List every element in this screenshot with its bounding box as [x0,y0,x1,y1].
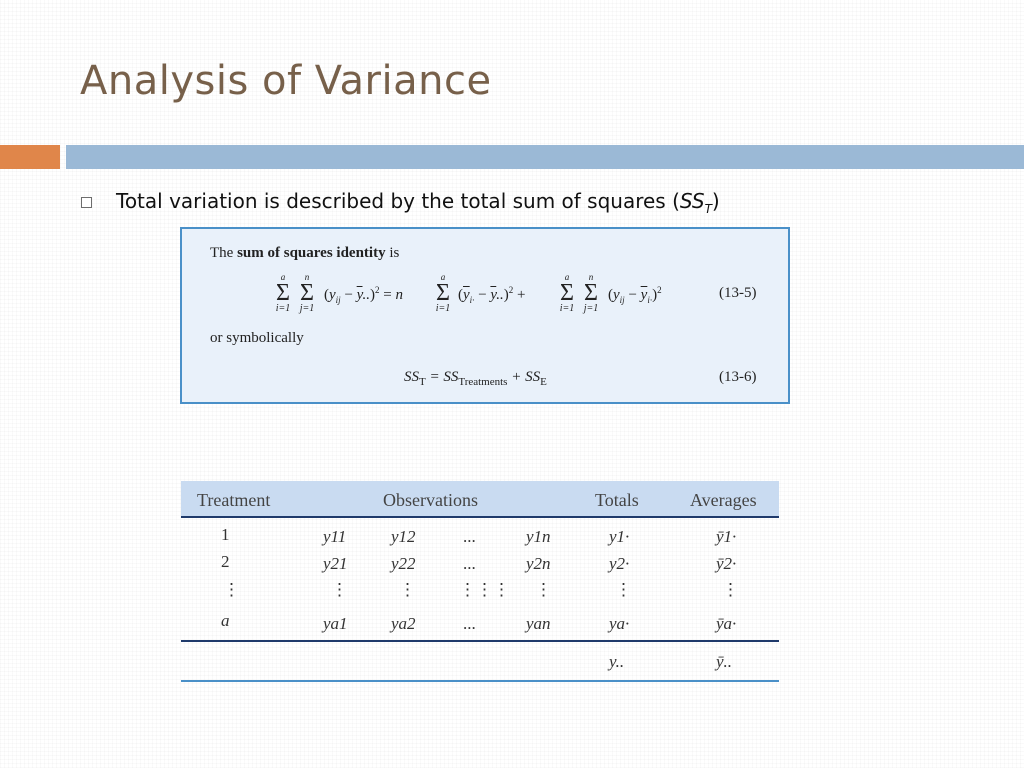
table-grand-total: y.. [609,652,625,671]
table-row-2-obs-1: y21 [323,554,348,573]
table-row-4-average: ȳa· [716,614,737,633]
table-row-4-obs-4: yan [526,614,551,633]
header-treatment: Treatment [197,490,271,510]
table-row-3-total: ⋮ [615,580,632,599]
equation-number-13-5: (13-5) [719,285,757,301]
table-row-1-obs-3: ... [463,527,476,546]
table-row-2-obs-3: ... [463,554,476,573]
table-row-1-obs-2: y12 [391,527,416,546]
symbolic-label: or symbolically [210,330,304,346]
sigma-i-3: a Σ i=1 [559,272,575,314]
table-row-1-obs-4: y1n [526,527,551,546]
table-row-3-obs-4: ⋮ [535,580,552,599]
table-row-3-treatment: ⋮ [223,580,240,599]
table-row-3-obs-3: ⋮⋮⋮ [459,580,510,599]
slide-title: Analysis of Variance [80,58,492,104]
sum-of-squares-identity-equation [272,273,772,321]
header-observations: Observations [383,490,478,510]
accent-bar-blue [66,145,1024,169]
header-totals: Totals [595,490,639,510]
table-row-2-obs-4: y2n [526,554,551,573]
header-averages: Averages [690,490,757,510]
table-row-1-treatment: 1 [221,525,230,544]
table-rule-1 [181,640,779,642]
bullet-text: Total variation is described by the total sum of squares $(SS_T)$ [116,189,720,216]
sigma-i-2: a Σ i=1 [435,272,451,314]
formula-intro: The sum of squares identity is [210,245,400,261]
term-error: $(y_{ij} - \overline{y}_{i\cdot})^2$ [608,285,662,305]
table-row-2-obs-2: y22 [391,554,416,573]
table-row-4-obs-2: ya2 [391,614,416,633]
table-row-2-average: ȳ2· [716,554,737,573]
table-row-1-total: y1· [609,527,630,546]
table-row-4-total: ya· [609,614,630,633]
table-rule-2 [181,680,779,682]
accent-bar-orange [0,145,60,169]
table-row-3-obs-2: ⋮ [399,580,416,599]
sigma-j-2: n Σ j=1 [583,272,599,314]
table-row-1-obs-1: y11 [323,527,347,546]
anova-data-table [181,481,779,683]
sum-of-squares-formula-box [180,227,790,404]
equation-number-13-6: (13-6) [719,369,757,385]
table-row-3-average: ⋮ [722,580,739,599]
table-row-2-treatment: 2 [221,552,230,571]
sigma-i: a Σ i=1 [275,272,291,314]
table-row-4-obs-1: ya1 [323,614,348,633]
term-total: $(y_{ij} - \overline{y}..)^2 = n$ [324,285,403,305]
symbolic-equation: $SS_T = SS_{Treatments} + SS_E$ [404,369,547,388]
table-row-2-total: y2· [609,554,630,573]
table-row-4-treatment: a [221,611,230,630]
table-row-1-average: ȳ1· [716,527,737,546]
square-bullet-icon [81,197,92,208]
sigma-j: n Σ j=1 [299,272,315,314]
table-row-3-obs-1: ⋮ [331,580,348,599]
table-header [181,481,779,518]
table-grand-average: ȳ.. [716,652,733,671]
term-treatments: $(\overline{y}_{i\cdot} - \overline{y}..)^2$ + [458,285,526,305]
table-row-4-obs-3: ... [463,614,476,633]
